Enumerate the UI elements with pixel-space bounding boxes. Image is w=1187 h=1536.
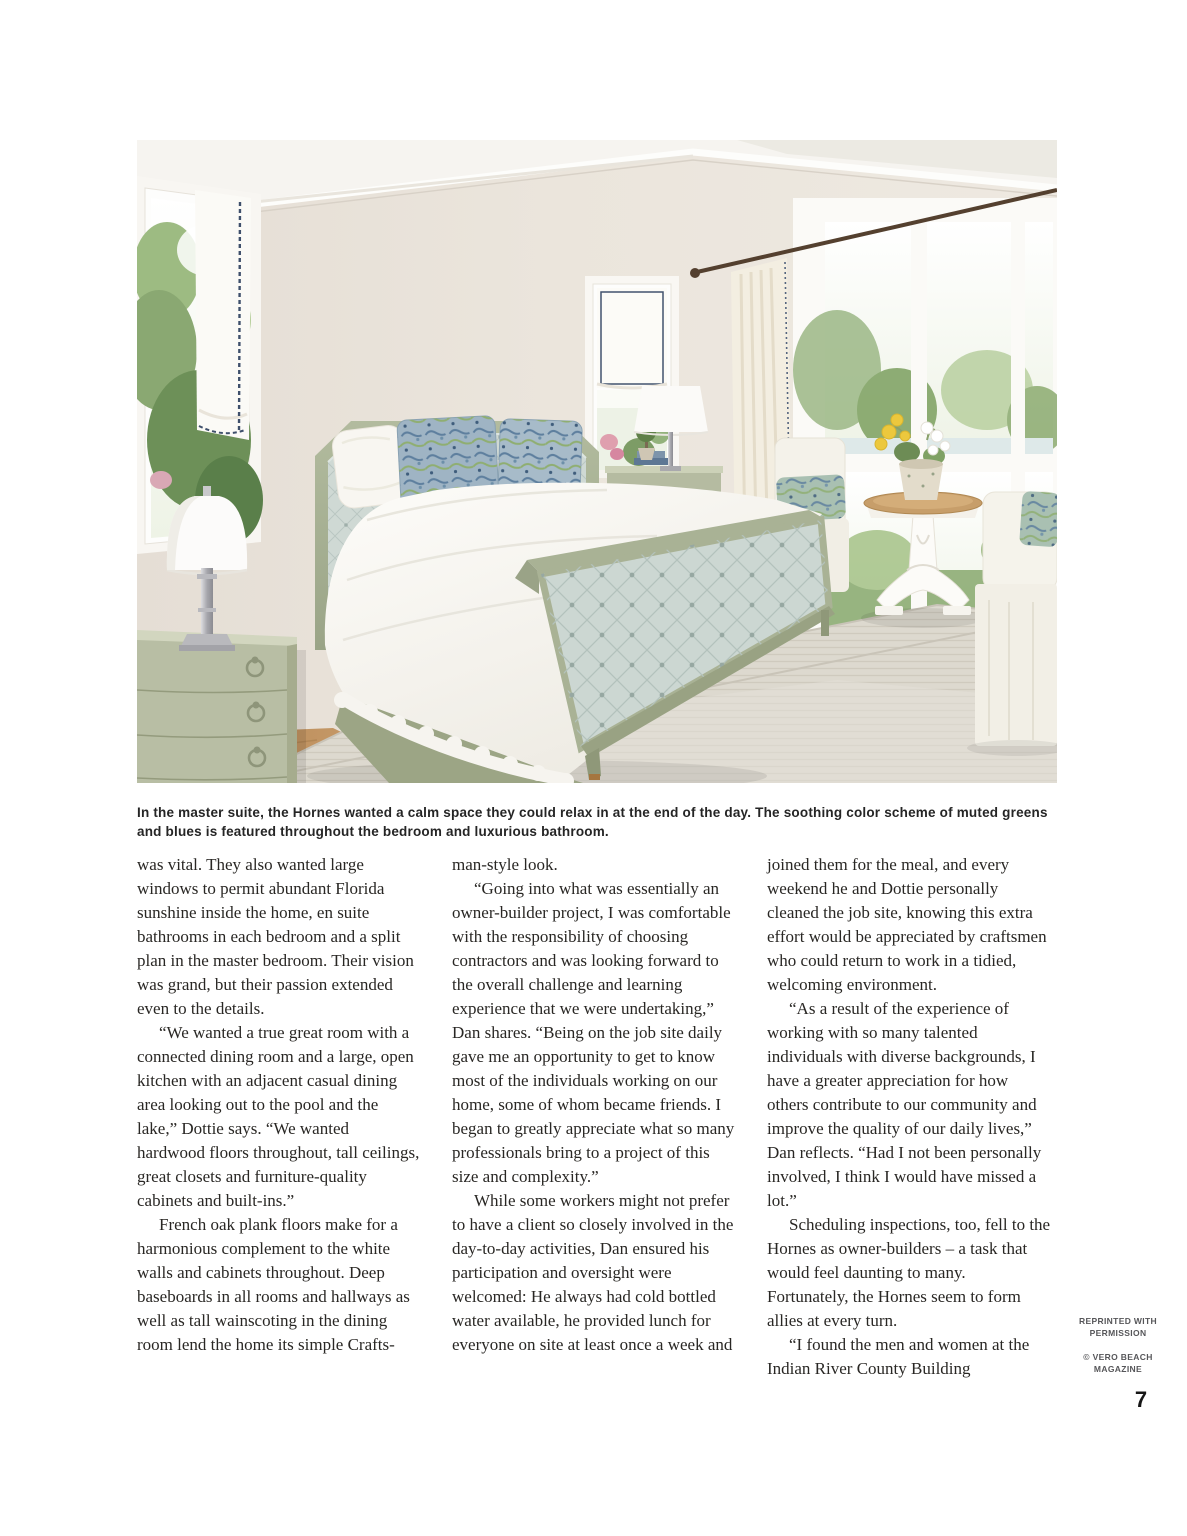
side-notes [1062, 1316, 1174, 1388]
paragraph: “As a result of the experience of working with so many talented individuals with diverse backgrounds, I have a greater appreciation for how others contribute to our community and improve the quality of our daily lives,” Dan reflects. “Had I not been personally involved, I think I would have missed a lot.” [767, 999, 1042, 1210]
paragraph: While some workers might not prefer to have a client so closely involved in the day-to-day activities, Dan ensured his participation and oversight were welcomed: He always had cold bottled water available, he provided lunch for everyone on site at least once a week and [452, 1191, 734, 1354]
copyright-notice: © VERO BEACH MAGAZINE [1083, 1352, 1153, 1374]
paragraph: French oak plank floors make for a harmonious complement to the white walls and cabinets throughout. Deep baseboards in all rooms and hallways as well as tall wainscoting in the dining room lend the home its simple Crafts- [137, 1215, 410, 1354]
paragraph: was vital. They also wanted large windows to permit abundant Florida sunshine inside the home, en suite bathrooms in each bedroom and a split plan in the master bedroom. Their vision was grand, but their passion extended even to the details. [137, 855, 414, 1018]
paragraph: Scheduling inspections, too, fell to the Hornes as owner-builders – a task that would feel daunting to many. Fortunately, the Hornes seem to form allies at every turn. [767, 1215, 1051, 1330]
paragraph: joined them for the meal, and every weekend he and Dottie personally cleaned the job site, knowing this extra effort would be appreciated by craftsmen who could return to work in a tidied, welcoming environment. [767, 855, 1047, 994]
left-roman-shade [195, 190, 251, 440]
article-body [137, 853, 1051, 1381]
middle-window [585, 276, 679, 478]
text-column-1 [137, 853, 421, 1381]
paragraph: “We wanted a true great room with a connected dining room and a large, open kitchen with an adjacent casual dining area looking out to the pool and the lake,” Dottie says. “We wanted hardwood floors throughout, tall ceilings, great closets and furniture-quality cabinets and built-ins.” [137, 1023, 420, 1210]
middle-roman-shade [597, 288, 667, 388]
paragraph: “Going into what was essentially an owner-builder project, I was comfortable with the responsibility of choosing contractors and was looking forward to the overall challenge and learning experience that we were undertaking,” Dan shares. “Being on the job site daily gave me an opportunity to get to know most of the individuals working on our home, some of whom became friends. I began to greatly appreciate what so many professionals bring to a project of this size and complexity.” [452, 879, 735, 1186]
photo-caption: In the master suite, the Hornes wanted a calm space they could relax in at the end of the day. The soothing color scheme of muted greens and blues is featured throughout the bedroom and luxurious bathroom. [137, 804, 1048, 839]
text-column-2 [452, 853, 736, 1381]
bedroom-photo-illustration [137, 140, 1057, 783]
bedroom-photo [137, 140, 1057, 783]
left-nightstand-dresser [137, 630, 306, 783]
paragraph: “I found the men and women at the Indian River County Building [767, 1335, 1030, 1378]
reprint-notice: REPRINTED WITH PERMISSION [1078, 1316, 1158, 1338]
flower-pot [899, 464, 943, 500]
text-column-3 [767, 853, 1051, 1381]
page-number: 7 [1134, 1387, 1148, 1412]
paragraph: man-style look. [452, 855, 558, 874]
